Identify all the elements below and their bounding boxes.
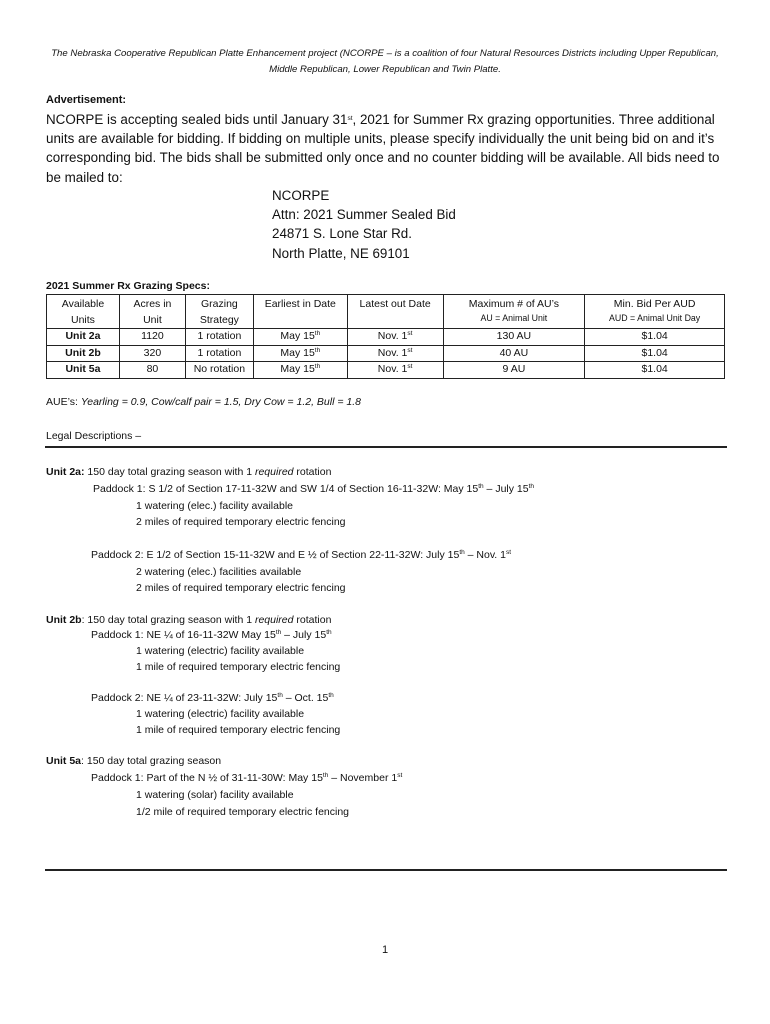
max-au-note: AU = Animal Unit [480,313,548,323]
min-bid-note: AUD = Animal Unit Day [609,313,701,323]
unit-2b-paddock-2-water: 1 watering (electric) facility available [136,708,305,720]
unit-2a-paddock-2-fence: 2 miles of required temporary electric fencing [136,582,346,594]
cell-latest: Nov. 1st [347,329,443,346]
cell-min-bid: $1.04 [585,345,725,362]
cell-acres: 1120 [119,329,185,346]
cell-latest: Nov. 1st [347,345,443,362]
unit-2a-paddock-1-water: 1 watering (elec.) facility available [136,500,293,512]
max-au-label: Maximum # of AU’s [468,298,560,310]
unit-2a-summary: Unit 2a: 150 day total grazing season with 1 required rotation [46,466,332,478]
intro-note: The Nebraska Cooperative Republican Platte Enhancement project (NCORPE – is a coalition of four Natural Resources Districts including Upper Republican, Middle Republican, Lower Republican and Twin Platte. [51,48,719,75]
cell-strategy: 1 rotation [185,329,253,346]
cell-min-bid: $1.04 [585,362,725,379]
mailing-address [272,186,456,263]
unit-5a-label: Unit 5a [46,755,82,767]
header-available-units: Available Units [47,295,120,329]
cell-acres: 320 [119,345,185,362]
unit-5a-paddock-1-water: 1 watering (solar) facility available [136,789,294,801]
table-row [47,362,725,379]
address-line: NCORPE [272,188,330,203]
cell-max-au: 40 AU [443,345,585,362]
cell-unit: Unit 5a [47,362,120,379]
aue-note [46,396,361,408]
unit-2b-paddock-1-water: 1 watering (electric) facility available [136,645,305,657]
table-header-row [47,295,725,329]
unit-2b-paddock-2-fence: 1 mile of required temporary electric fencing [136,724,341,736]
unit-5a-paddock-1-fence: 1/2 mile of required temporary electric fencing [136,806,350,818]
advertisement-sup: st [347,115,353,122]
table-row [47,345,725,362]
unit-5a-summary: Unit 5a: 150 day total grazing season [46,755,222,767]
cell-earliest: May 15th [253,362,347,379]
header-min-bid [585,295,725,329]
advertisement-label: Advertisement: [46,94,127,106]
header-max-au [443,295,585,329]
grazing-specs-table [46,294,725,379]
aue-values: Yearling = 0.9, Cow/calf pair = 1.5, Dry Cow = 1.2, Bull = 1.8 [80,396,361,408]
cell-latest: Nov. 1st [347,362,443,379]
unit-2a-label: Unit 2a: [46,466,85,478]
header-latest: Latest out Date [347,295,443,329]
divider [45,869,727,871]
header-earliest: Earliest in Date [253,295,347,329]
advertisement-text-2: , 2021 for Summer Rx grazing opportunities. Three additional units are available for bidding. If bidding on multiple units, please specify individually the unit being bid on and it’s corresponding bid. The bids shall be submitted only once and no counter bidding will be available. All bids need to be mailed to: [46,112,720,185]
advertisement-body [46,110,728,187]
cell-strategy: 1 rotation [185,345,253,362]
cell-max-au: 9 AU [443,362,585,379]
header-strategy: Grazing Strategy [185,295,253,329]
cell-earliest: May 15th [253,329,347,346]
address-line: North Platte, NE 69101 [272,245,410,261]
cell-max-au: 130 AU [443,329,585,346]
cell-strategy: No rotation [185,362,253,379]
cell-earliest: May 15th [253,345,347,362]
cell-unit: Unit 2a [47,329,120,346]
cell-min-bid: $1.04 [585,329,725,346]
min-bid-label: Min. Bid Per AUD [613,298,696,310]
unit-2a-paddock-2-water: 2 watering (elec.) facilities available [136,566,302,578]
aue-prefix: AUE’s: [46,396,81,408]
cell-acres: 80 [119,362,185,379]
header-acres: Acres in Unit [119,295,185,329]
unit-2b-paddock-2: Paddock 2: NE ¼ of 23-11-32W: July 15th – Oct. 15th [91,692,334,704]
table-row [47,329,725,346]
address-line: 24871 S. Lone Star Rd. [272,226,412,242]
unit-2b-label: Unit 2b [46,614,82,626]
unit-2b-paddock-1-fence: 1 mile of required temporary electric fencing [136,661,341,673]
unit-2a-paddock-1: Paddock 1: S 1/2 of Section 17-11-32W and SW 1/4 of Section 16-11-32W: May 15th – July 15th [93,483,535,495]
advertisement-text-1: NCORPE is accepting sealed bids until January 31 [46,112,348,127]
unit-2a-paddock-1-fence: 2 miles of required temporary electric fencing [136,516,346,528]
specs-title: 2021 Summer Rx Grazing Specs: [46,280,210,292]
unit-2b-summary: Unit 2b: 150 day total grazing season with 1 required rotation [46,614,332,626]
unit-5a-paddock-1: Paddock 1: Part of the N ½ of 31-11-30W: May 15th – November 1st [91,772,403,784]
address-line: Attn: 2021 Summer Sealed Bid [272,207,456,223]
legal-heading: Legal Descriptions – [46,430,142,442]
cell-unit: Unit 2b [47,345,120,362]
divider [45,446,727,448]
page-number: 1 [381,944,389,956]
unit-2a-paddock-2: Paddock 2: E 1/2 of Section 15-11-32W and E ½ of Section 22-11-32W: July 15th – Nov. 1st [91,549,512,561]
unit-2b-paddock-1: Paddock 1: NE ¼ of 16-11-32W May 15th – July 15th [91,629,332,641]
